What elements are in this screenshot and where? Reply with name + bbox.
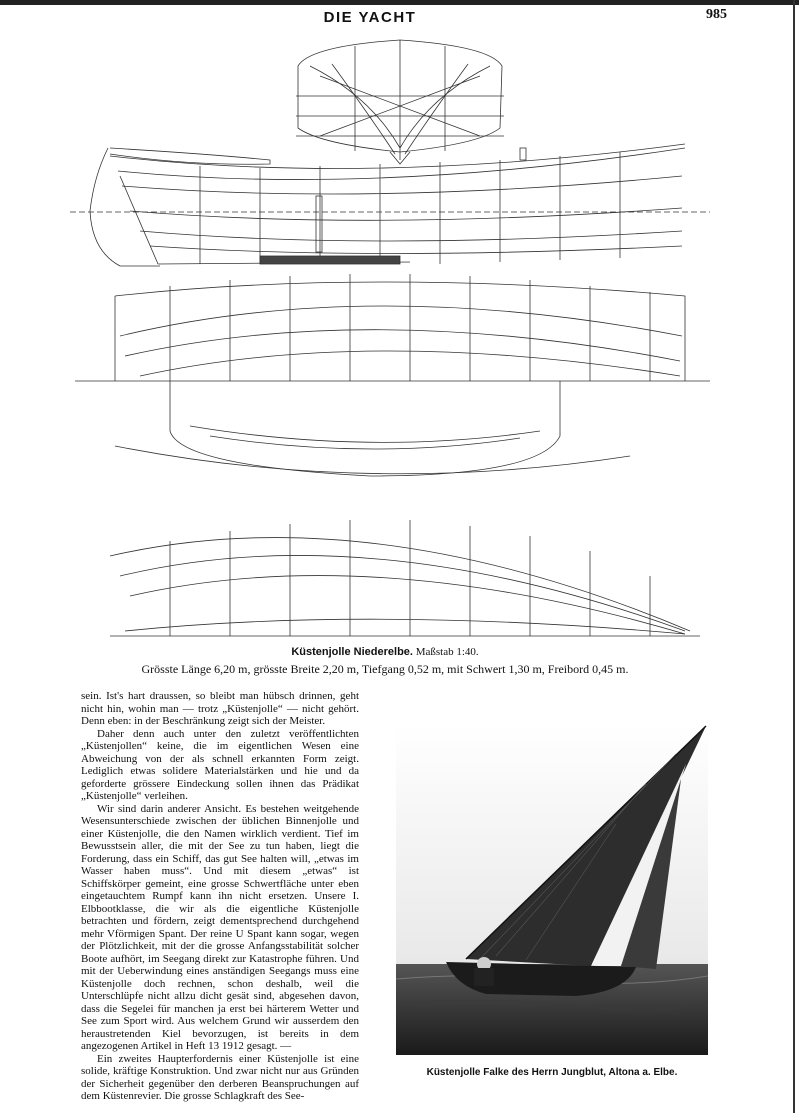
- figure-caption: [60, 645, 710, 677]
- page-number: 985: [706, 7, 727, 22]
- photo-caption: Küstenjolle Falke des Herrn Jungblut, Altona a. Elbe.: [426, 1067, 678, 1078]
- figure-specs: Grösste Länge 6,20 m, grösste Breite 2,20 m, Tiefgang 0,52 m, mit Schwert 1,30 m, Freibord 0,45 m.: [141, 662, 629, 676]
- body-plan: [296, 40, 504, 164]
- figure-title-line: [60, 645, 710, 659]
- sailboat-photo: [396, 724, 708, 1055]
- paragraph: Ein zweites Haupterfordernis einer Küstenjolle ist eine solide, kräftige Konstruktion. Und zwar nicht nur aus Gründen der Sicherheit gegenüber den derberen Beanspruchungen auf dem Küstenrevier. Die grosse Schlagkraft des See-: [81, 1052, 359, 1102]
- paragraph: Wir sind darin anderer Ansicht. Es bestehen weitgehende Wesensunterschiede zwischen der üblichen Binnenjolle und einer Küstenjolle, die den Namen wirklich verdient. Tief im Bewusstsein aller, die mit der See zu tun haben, liegt die Forderung, dass ein Schiff, das gut See halten will, „etwas im Wasser haben muss“. Und mit diesem „etwas“ ist Schiffskörper gemeint, eine grosse Schwertfläche unter eben eingetauchtem Rumpf kann ihn nicht ersetzen. Unsere I. Elbbootklasse, die wir als die eigentliche Küstenjolle betrachten und fördern, zeigt dementsprechend durchgehend mehr Vförmigen Spant. Der reine U Spant kann sogar, wegen der Plötzlichkeit, mit der die grosse Anfangsstabilität solcher Boote aufhört, im Seegang direkt zur Katastrophe führen. Und mit der Ueberwindung eines anständigen Seegangs muss eine Küstenjolle doch rechnen, schon deshalb, weil die Unterschlüpfe nicht allzu dicht gesät sind, abgesehen davon, dass die Segelei für manchen ja erst bei härterem Wetter und See zum Sport wird. Aus welchem Grund wir ausserdem den heraustretenden Kiel bevorzugen, ist bereits in dem angezogenen Artikel in Heft 13 1912 gesagt. —: [81, 802, 359, 1052]
- paragraph: Daher denn auch unter den zuletzt veröffentlichten „Küstenjollen“ keine, die im eigentlichen Wesen eine Abweichung von der als schnell erkannten Form zeigt. Lediglich etwas solidere Materialstärken und hie und da geforderte grössere Eindeckung sollen ihnen das Prädikat „Küstenjolle“ verleihen.: [81, 727, 359, 802]
- top-border: [0, 0, 799, 5]
- diagonal-plan: [110, 520, 700, 636]
- page-edge: [793, 0, 795, 1113]
- half-breadth-plan: [75, 274, 710, 476]
- article-text: [81, 690, 359, 1103]
- paragraph: sein. Ist's hart draussen, so bleibt man hübsch drinnen, geht nicht hin, wohin man — trotz „Küstenjolle“ — nicht gehört. Denn eben: in der Beschränkung zeigt sich der Meister.: [81, 690, 359, 727]
- magazine-title: DIE YACHT: [323, 9, 417, 26]
- profile-plan: [70, 144, 710, 266]
- lines-plan-drawing: [70, 36, 720, 646]
- figure-scale: Maßstab 1:40.: [415, 646, 479, 658]
- figure-title: Küstenjolle Niederelbe.: [291, 646, 413, 658]
